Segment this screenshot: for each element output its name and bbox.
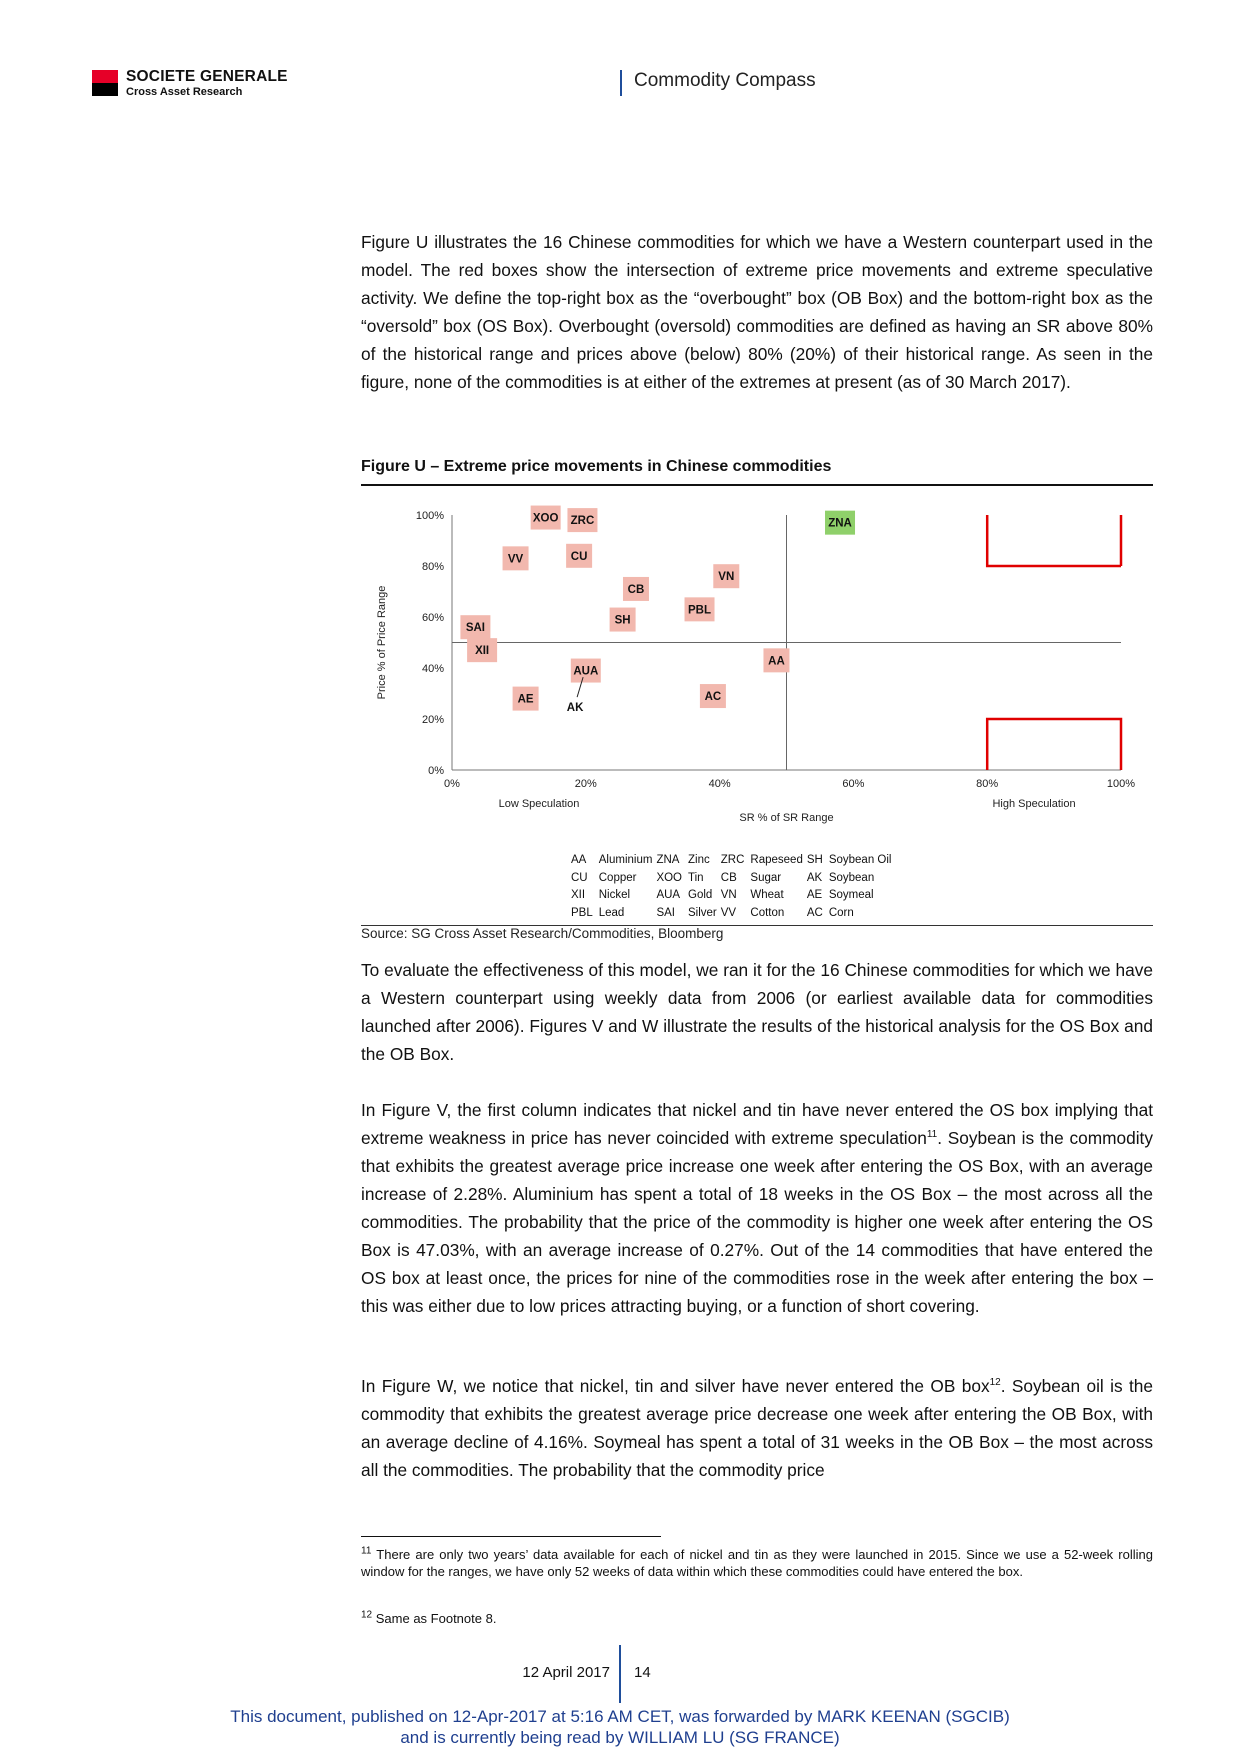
legend-code: XOO — [656, 871, 682, 884]
paragraph-figure-w-part2: . Soybean oil is the commodity that exhibits the greatest average price decrease one week after entering the OB Box, with an average decline of 4.16%. Soymeal has spent a total of 31 weeks in the OB Box – the most across all the commodities. The probability that the commodity price — [361, 1376, 1153, 1480]
sg-logo — [92, 70, 118, 96]
legend-commodity: Silver — [688, 906, 717, 919]
legend-code: AE — [806, 889, 823, 901]
point-label: SH — [614, 614, 631, 627]
legend-commodity: Gold — [688, 889, 713, 901]
legend-code: SH — [806, 854, 823, 866]
legend-commodity: Lead — [598, 906, 625, 919]
point-label: PBL — [688, 604, 712, 617]
y-axis-title: Price % of Price Range — [376, 585, 388, 700]
footer-divider — [619, 1645, 621, 1703]
footnote-rule — [361, 1536, 661, 1537]
x-tick-label: 40% — [708, 778, 731, 790]
legend-commodity: Tin — [688, 871, 704, 884]
ob-box — [987, 515, 1121, 566]
point-label: CU — [570, 550, 588, 563]
paragraph-figure-w-part1: In Figure W, we notice that nickel, tin and silver have never entered the OB box — [361, 1376, 990, 1396]
legend-commodity: Soymeal — [828, 889, 874, 901]
footnote-ref-12: 12 — [989, 1377, 1001, 1389]
legend-row — [567, 887, 891, 905]
footnote-12-text: Same as Footnote 8. — [375, 1611, 497, 1626]
paragraph-intro: Figure U illustrates the 16 Chinese commodities for which we have a Western counterpart used in the model. The red boxes show the intersection of extreme price movements and extreme speculative activity. We define the top-right box as the “overbought” box (OB Box) and the bottom-right box as the “oversold” box (OS Box). Overbought (oversold) commodities are defined as having an SR above 80% of the historical range and prices above (below) 80% (20%) of their historical range. As seen in the figure, none of the commodities is at either of the extremes at present (as of 30 March 2017). — [361, 232, 1153, 392]
y-tick-label: 60% — [421, 612, 444, 624]
legend-code: AA — [571, 854, 587, 866]
footnote-11 — [361, 1546, 1153, 1580]
legend-commodity: Nickel — [598, 889, 631, 901]
point-label: AC — [704, 691, 722, 704]
legend-commodity: Soybean — [828, 871, 875, 884]
footnote-ref-11: 11 — [926, 1129, 938, 1141]
legend-code: XII — [571, 889, 586, 901]
paragraph-figure-v — [361, 1096, 1153, 1320]
legend-code: PBL — [571, 906, 593, 919]
legend-row — [567, 870, 891, 888]
legend-code: AUA — [656, 889, 681, 901]
y-tick-label: 40% — [421, 663, 444, 675]
y-tick-label: 80% — [421, 561, 444, 573]
page-number: 14 — [634, 1664, 651, 1681]
paragraph-figure-v-part2: . Soybean is the commodity that exhibits the greatest average price increase one week after entering the OS Box, with an average increase of 2.28%. Aluminium has spent a total of 18 weeks in the OS Box – the most across all the commodities. The probability that the price of the commodity is higher one week after entering the OS Box is 47.03%, with an average increase of 0.27%. Out of the 14 commodities that have entered the OS box at least once, the prices for nine of the commodities rose in the week after entering the box – this was either due to low prices attracting buying, or a function of short covering. — [361, 1128, 1153, 1316]
point-label: XII — [475, 645, 490, 658]
footnote-11-number: 11 — [361, 1545, 372, 1557]
legend-row — [567, 852, 891, 870]
document-title: Commodity Compass — [634, 70, 816, 91]
point-label: CB — [627, 583, 645, 596]
legend-commodity: Sugar — [750, 871, 782, 884]
os-box — [987, 719, 1121, 770]
legend-commodity: Aluminium — [598, 854, 653, 866]
publication-date: 12 April 2017 — [522, 1664, 610, 1681]
legend-code: ZRC — [720, 854, 745, 866]
footnote-12 — [361, 1610, 1153, 1627]
legend-code: VV — [720, 906, 737, 919]
point-label: AUA — [573, 665, 599, 678]
x-axis-title: SR % of SR Range — [739, 812, 834, 824]
legend-code: ZNA — [656, 854, 680, 866]
legend-code: CB — [720, 871, 737, 884]
point-label: VN — [718, 571, 735, 584]
legend-code: SAI — [656, 906, 675, 919]
legend-commodity: Soybean Oil — [828, 854, 892, 866]
chart-legend — [567, 852, 891, 922]
point-label: ZNA — [828, 517, 852, 530]
paragraph-figure-w — [361, 1372, 1153, 1484]
x-tick-label: 80% — [976, 778, 999, 790]
point-label: VV — [507, 553, 524, 566]
legend-commodity: Wheat — [750, 889, 784, 901]
y-tick-label: 100% — [415, 510, 444, 522]
low-speculation-label: Low Speculation — [498, 798, 580, 810]
legend-code: CU — [571, 871, 588, 884]
x-tick-label: 60% — [842, 778, 865, 790]
y-tick-label: 20% — [421, 714, 444, 726]
figure-source: Source: SG Cross Asset Research/Commodities, Bloomberg — [361, 926, 724, 941]
legend-commodity: Copper — [598, 871, 637, 884]
legend-code: AK — [806, 871, 823, 884]
y-tick-label: 0% — [428, 765, 444, 777]
footnote-11-text: There are only two years’ data available for each of nickel and tin as they were launched in 2015. Since we use a 52-week rolling window for the ranges, we have only 52 weeks of data within which these commodities could have entered the box. — [361, 1547, 1153, 1579]
footnote-12-number: 12 — [361, 1609, 373, 1621]
point-label: XOO — [532, 512, 559, 525]
brand-name: SOCIETE GENERALE — [126, 68, 288, 85]
paragraph-evaluation: To evaluate the effectiveness of this model, we ran it for the 16 Chinese commodities for which we have a Western counterpart using weekly data from 2006 (or earliest available data for commodities launched after 2006). Figures V and W illustrate the results of the historical analysis for the OS Box and the OB Box. — [361, 960, 1153, 1064]
scatter-chart — [361, 490, 1153, 830]
figure-title: Figure U – Extreme price movements in Chinese commodities — [361, 458, 832, 475]
forwarding-notice-line2: and is currently being read by WILLIAM LU (SG FRANCE) — [400, 1728, 840, 1747]
point-label: AK — [566, 702, 584, 715]
legend-code: AC — [806, 906, 823, 919]
figure-top-rule — [361, 484, 1153, 486]
legend-commodity: Zinc — [688, 854, 710, 866]
legend-commodity: Cotton — [750, 906, 785, 919]
x-tick-label: 20% — [574, 778, 597, 790]
point-label: AE — [517, 693, 534, 706]
legend-code: VN — [720, 889, 737, 901]
x-tick-label: 100% — [1106, 778, 1136, 790]
paragraph-figure-v-part1: In Figure V, the first column indicates that nickel and tin have never entered the OS box implying that extreme weakness in price has never coincided with extreme speculation — [361, 1100, 1153, 1148]
forwarding-notice-line1: This document, published on 12-Apr-2017 at 5:16 AM CET, was forwarded by MARK KEENAN (SGCIB) — [230, 1707, 1010, 1726]
point-label: AA — [768, 655, 785, 668]
high-speculation-label: High Speculation — [992, 798, 1076, 810]
point-label: SAI — [465, 622, 486, 635]
legend-commodity: Corn — [828, 906, 854, 919]
legend-commodity: Rapeseed — [750, 854, 803, 866]
header-divider — [620, 70, 622, 96]
point-label: ZRC — [570, 515, 595, 528]
legend-row — [567, 905, 891, 923]
x-tick-label: 0% — [444, 778, 460, 790]
brand-subtitle: Cross Asset Research — [126, 86, 243, 98]
